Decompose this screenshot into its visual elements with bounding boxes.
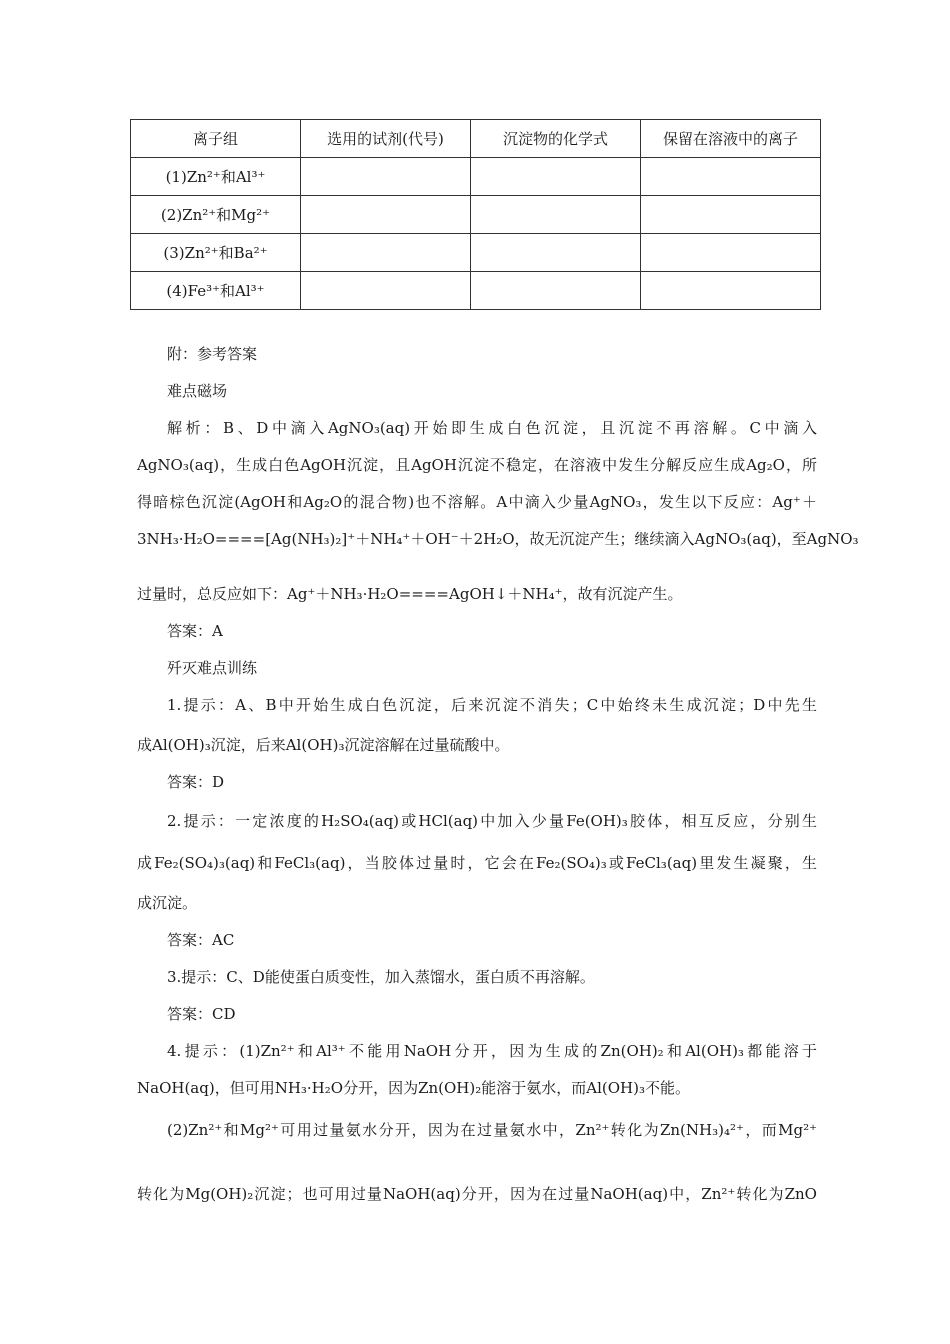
- q3-answer: 答案：CD: [167, 1005, 236, 1023]
- header-ion-group: 离子组: [131, 120, 301, 158]
- section-title-difficulty: 难点磁场: [167, 382, 228, 400]
- row-label: (3)Zn²⁺和Ba²⁺: [131, 234, 301, 272]
- analysis-line-5: 过量时，总反应如下：Ag⁺＋NH₃·H₂O====AgOH↓＋NH₄⁺，故有沉淀产生。: [137, 585, 683, 603]
- precipitate-cell: [471, 196, 641, 234]
- analysis-line-3: 得暗棕色沉淀(AgOH和Ag₂O的混合物)也不溶解。A中滴入少量AgNO₃，发生以下反应：Ag⁺＋: [137, 493, 817, 511]
- precipitate-cell: [471, 234, 641, 272]
- header-precipitate: 沉淀物的化学式: [471, 120, 641, 158]
- section-title-training: 歼灭难点训练: [167, 659, 258, 677]
- row-label: (2)Zn²⁺和Mg²⁺: [131, 196, 301, 234]
- appendix-title: 附：参考答案: [167, 345, 258, 363]
- header-reagent: 选用的试剂(代号): [301, 120, 471, 158]
- answer-a: 答案：A: [167, 622, 223, 640]
- q1-line-1: 1.提示：A、B中开始生成白色沉淀，后来沉淀不消失；C中始终未生成沉淀；D中先生: [167, 696, 817, 714]
- header-remaining-ions: 保留在溶液中的离子: [641, 120, 821, 158]
- precipitate-cell: [471, 272, 641, 310]
- table-header-row: [131, 120, 821, 158]
- ion-separation-table: [130, 119, 821, 310]
- table-row: [131, 196, 821, 234]
- analysis-line-4: 3NH₃·H₂O====[Ag(NH₃)₂]⁺＋NH₄⁺＋OH⁻＋2H₂O，故无沉淀产生；继续滴入AgNO₃(aq)，至AgNO₃: [137, 530, 859, 548]
- q4-line-3: (2)Zn²⁺和Mg²⁺可用过量氨水分开，因为在过量氨水中，Zn²⁺转化为Zn(NH₃)₄²⁺，而Mg²⁺: [167, 1121, 817, 1139]
- q4-line-4: 转化为Mg(OH)₂沉淀；也可用过量NaOH(aq)分开，因为在过量NaOH(aq)中，Zn²⁺转化为ZnO: [137, 1185, 817, 1203]
- table-row: [131, 234, 821, 272]
- reagent-cell: [301, 272, 471, 310]
- q2-line-1: 2.提示：一定浓度的H₂SO₄(aq)或HCl(aq)中加入少量Fe(OH)₃胶体，相互反应，分别生: [167, 812, 817, 830]
- q1-line-2: 成Al(OH)₃沉淀，后来Al(OH)₃沉淀溶解在过量硫酸中。: [137, 736, 510, 754]
- q4-line-2: NaOH(aq)，但可用NH₃·H₂O分开，因为Zn(OH)₂能溶于氨水，而Al(OH)₃不能。: [137, 1079, 690, 1097]
- row-label: (1)Zn²⁺和Al³⁺: [131, 158, 301, 196]
- row-label: (4)Fe³⁺和Al³⁺: [131, 272, 301, 310]
- reagent-cell: [301, 196, 471, 234]
- q2-line-3: 成沉淀。: [137, 894, 198, 912]
- q4-line-1: 4.提示：(1)Zn²⁺和Al³⁺不能用NaOH分开，因为生成的Zn(OH)₂和Al(OH)₃都能溶于: [167, 1042, 817, 1060]
- ions-cell: [641, 158, 821, 196]
- q2-answer: 答案：AC: [167, 931, 235, 949]
- q2-line-2: 成Fe₂(SO₄)₃(aq)和FeCl₃(aq)，当胶体过量时，它会在Fe₂(SO₄)₃或FeCl₃(aq)里发生凝聚，生: [137, 854, 817, 872]
- analysis-line-1: 解析：B、D中滴入AgNO₃(aq)开始即生成白色沉淀，且沉淀不再溶解。C中滴入: [167, 419, 817, 437]
- table-row: [131, 158, 821, 196]
- ions-cell: [641, 272, 821, 310]
- ions-cell: [641, 196, 821, 234]
- precipitate-cell: [471, 158, 641, 196]
- q3-line-1: 3.提示：C、D能使蛋白质变性，加入蒸馏水，蛋白质不再溶解。: [167, 968, 595, 986]
- table-row: [131, 272, 821, 310]
- analysis-line-2: AgNO₃(aq)，生成白色AgOH沉淀，且AgOH沉淀不稳定，在溶液中发生分解反应生成Ag₂O，所: [137, 456, 817, 474]
- ions-cell: [641, 234, 821, 272]
- q1-answer: 答案：D: [167, 773, 225, 791]
- reagent-cell: [301, 234, 471, 272]
- reagent-cell: [301, 158, 471, 196]
